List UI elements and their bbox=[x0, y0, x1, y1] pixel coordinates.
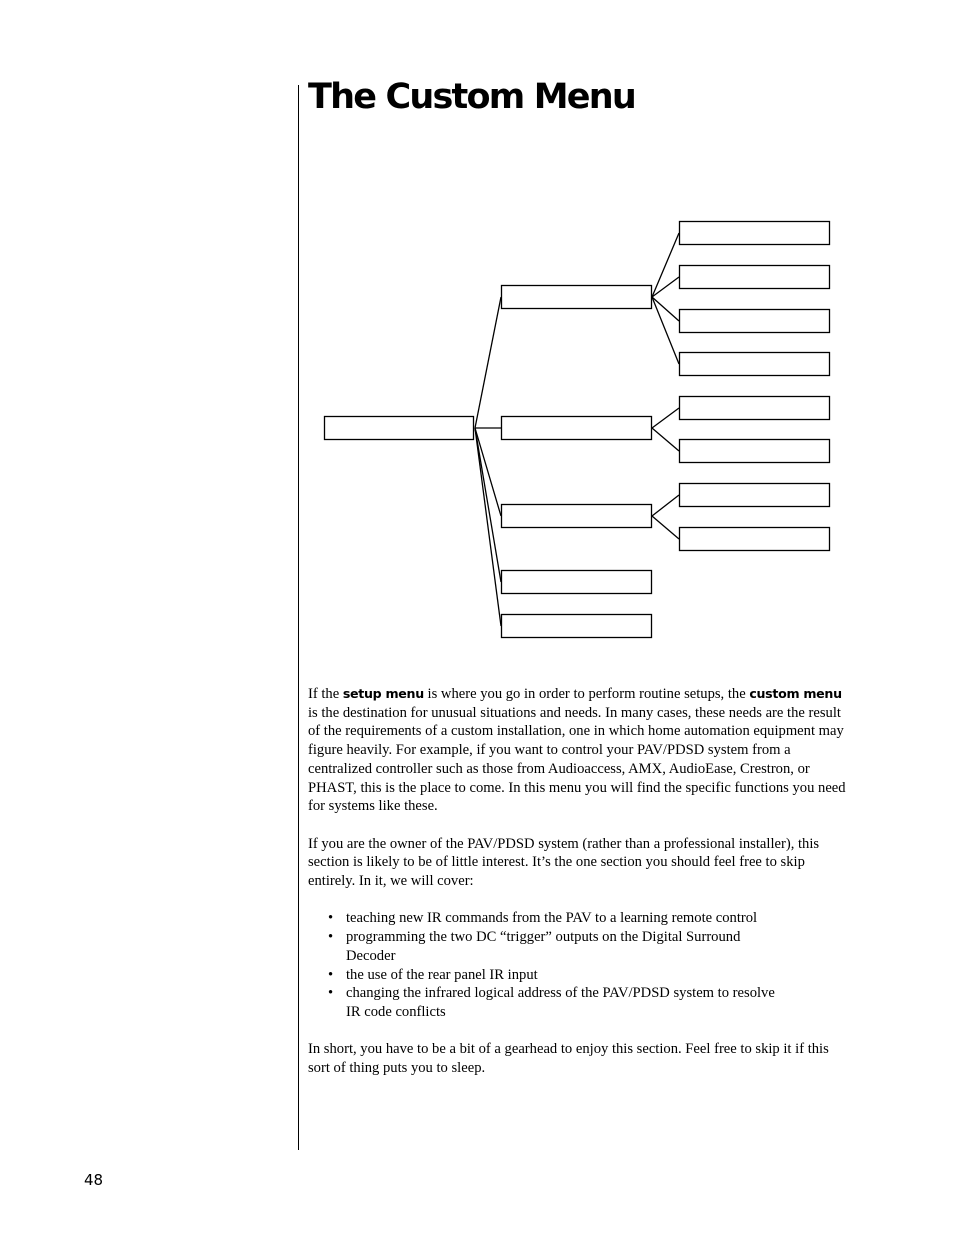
connector-line bbox=[652, 408, 679, 428]
list-item: • programming the two DC “trigger” outputs on the Digital Surround Decoder bbox=[328, 928, 778, 965]
connector-line bbox=[652, 297, 679, 364]
menu-level1-box bbox=[502, 571, 652, 594]
page-title: The Custom Menu bbox=[308, 77, 635, 117]
connector-line bbox=[652, 428, 679, 451]
body-text bbox=[308, 685, 848, 1096]
menu-level2-box bbox=[680, 528, 830, 551]
menu-level1-box bbox=[502, 286, 652, 309]
connector-line bbox=[652, 495, 679, 516]
intro-text: If the bbox=[308, 686, 343, 702]
menu-level2-box bbox=[680, 222, 830, 245]
intro-paragraph bbox=[308, 685, 848, 816]
page-number: 48 bbox=[84, 1171, 104, 1189]
closing-paragraph: In short, you have to be a bit of a gearhead to enjoy this section. Feel free to skip it if this sort of thing puts you to sleep. bbox=[308, 1041, 829, 1077]
connector-line bbox=[652, 516, 679, 539]
custom-menu-keyword: custom menu bbox=[749, 686, 842, 701]
intro-text: is the destination for unusual situations and needs. In many cases, these needs are the result of the requirements of a custom installation, one in which home automation equipment may figure heavily. For example, if you want to control your PAV/PDSD system from a centralized controller such as those from Audioaccess, AMX, AudioEase, Crestron, or PHAST, this is the place to come. In this menu you will find the specific functions you need for systems like these. bbox=[308, 704, 846, 815]
menu-level2-box bbox=[680, 484, 830, 507]
list-item: • the use of the rear panel IR input bbox=[328, 966, 778, 985]
menu-level1-box bbox=[502, 615, 652, 638]
list-item: • teaching new IR commands from the PAV to a learning remote control bbox=[328, 909, 778, 928]
menu-level1-box bbox=[502, 505, 652, 528]
menu-root-box bbox=[325, 417, 474, 440]
setup-menu-keyword: setup menu bbox=[342, 686, 424, 701]
menu-level2-box bbox=[680, 266, 830, 289]
connector-line bbox=[475, 297, 501, 428]
connector-line bbox=[475, 428, 501, 626]
intro-text: is where you go in order to perform routine setups, the bbox=[423, 686, 750, 702]
connector-line bbox=[652, 297, 679, 321]
menu-level2-box bbox=[680, 310, 830, 333]
menu-level1-box bbox=[502, 417, 652, 440]
menu-level2-box bbox=[680, 353, 830, 376]
menu-level2-box bbox=[680, 397, 830, 420]
list-item: • changing the infrared logical address of the PAV/PDSD system to resolve IR code conflicts bbox=[328, 984, 778, 1021]
owner-paragraph: If you are the owner of the PAV/PDSD system (rather than a professional installer), this section is likely to be of little interest. It’s the one section you should feel free to skip entirely. In it, we will cover: bbox=[308, 835, 820, 890]
menu-level2-box bbox=[680, 440, 830, 463]
topics-list bbox=[308, 909, 778, 1021]
